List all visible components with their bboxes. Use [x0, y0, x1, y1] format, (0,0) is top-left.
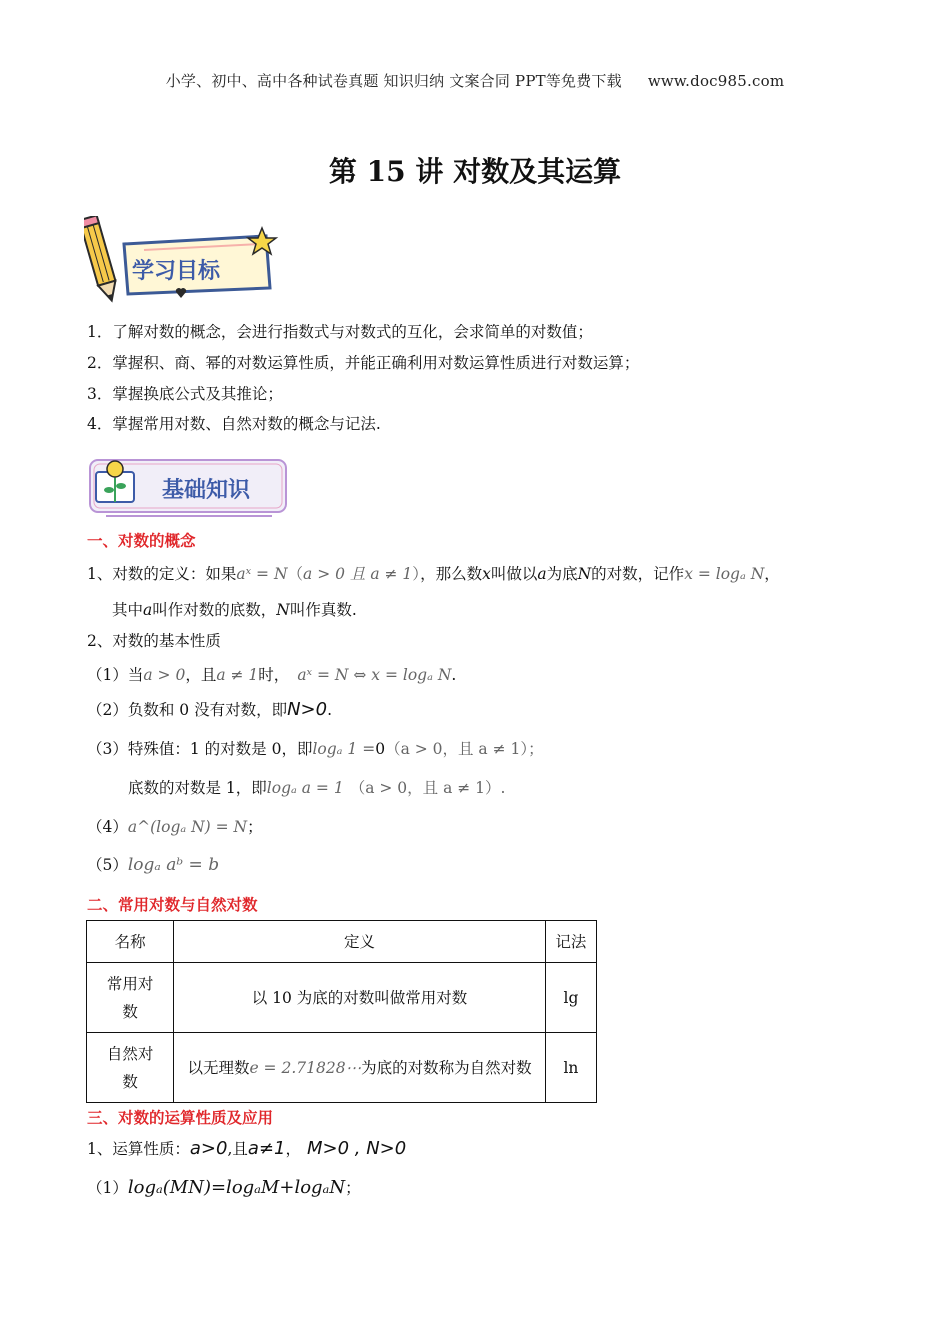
- ops-line: [87, 1137, 406, 1159]
- table-cell-def: 以 10 为底的对数叫做常用对数: [174, 963, 546, 1033]
- p3b-eq: logₐ a = 1: [266, 779, 344, 797]
- p4-eq: a^(logₐ N) = N: [127, 818, 248, 836]
- def-mid3: 为底: [546, 565, 578, 583]
- p3-val: 0: [375, 740, 386, 758]
- def-mid4: 的对数，记作: [591, 565, 685, 583]
- def2-a: a: [143, 601, 153, 619]
- goal-item: 2．掌握积、商、幂的对数运算性质，并能正确利用对数运算性质进行对数运算；: [87, 354, 640, 372]
- table-header: 定义: [174, 921, 546, 963]
- table-header: 名称: [87, 921, 174, 963]
- table-cell-name: [87, 963, 174, 1033]
- log-table: [86, 920, 597, 1103]
- r1-label: （1）: [87, 1179, 128, 1197]
- goal-item: 4．掌握常用对数、自然对数的概念与记法.: [87, 415, 381, 433]
- r1-eq: logₐ(MN)=logₐM+logₐN: [127, 1177, 346, 1198]
- p5-eq: logₐ aᵇ = b: [127, 855, 220, 875]
- def-mid2: 叫做以: [490, 565, 538, 583]
- ops-label: 1、运算性质：: [87, 1140, 190, 1158]
- ops-c3: M>0 , N>0: [306, 1138, 407, 1159]
- table-header-row: [87, 921, 597, 963]
- table-cell-note: ln: [545, 1033, 596, 1103]
- property-4: [87, 815, 263, 837]
- table-cell-def: [174, 1033, 546, 1103]
- ops-c2: a≠1: [247, 1138, 286, 1159]
- p1-end: .: [451, 666, 457, 684]
- property-1: [87, 663, 456, 685]
- def-N: N: [577, 565, 592, 583]
- badge-goals-label: 学习目标: [132, 259, 221, 284]
- p1-cond2: a ≠ 1: [216, 666, 259, 684]
- p4-end: ；: [247, 818, 263, 836]
- def-mid1: ，那么数: [420, 565, 483, 583]
- name-line: 数: [122, 1072, 138, 1091]
- r1-end: ；: [345, 1179, 361, 1197]
- p3b-cond: （a > 0，且 a ≠ 1）.: [349, 779, 506, 797]
- p5-label: （5）: [87, 856, 128, 874]
- header-site[interactable]: www.doc985.com: [647, 72, 785, 90]
- props-heading: 2、对数的基本性质: [87, 632, 221, 650]
- name-line: 数: [122, 1002, 138, 1021]
- goal-item: 1．了解对数的概念，会进行指数式与对数式的互化，会求简单的对数值；: [87, 323, 593, 341]
- p1-cond1: a > 0: [143, 666, 186, 684]
- property-2: [87, 698, 332, 720]
- p2-eq: N>0: [287, 699, 328, 720]
- table-row: [87, 963, 597, 1033]
- def-text: 为底的对数称为自然对数: [361, 1058, 532, 1077]
- table-row: [87, 1033, 597, 1103]
- header-text: 小学、初中、高中各种试卷真题 知识归纳 文案合同 PPT等免费下载: [165, 72, 622, 90]
- def-end: ，: [764, 565, 780, 583]
- p1-label: （1）当: [87, 666, 144, 684]
- page-title: 第 15 讲 对数及其运算: [328, 155, 622, 188]
- def-a: a: [537, 565, 547, 583]
- def-eq: aˣ = N: [236, 565, 288, 583]
- ops-mid: ,且: [227, 1140, 248, 1158]
- section-heading: 二、常用对数与自然对数: [87, 895, 258, 914]
- def2-mid: 叫作对数的底数，: [152, 601, 277, 619]
- p1-tail: 时，: [258, 666, 290, 684]
- p3b-label: 底数的对数是 1，即: [128, 779, 267, 797]
- def-log: x = logₐ N: [684, 565, 765, 583]
- table-cell-note: lg: [545, 963, 596, 1033]
- badge-learning-goals: [84, 216, 284, 306]
- section-heading: 三、对数的运算性质及应用: [87, 1108, 274, 1127]
- table-cell-name: [87, 1033, 174, 1103]
- def-prefix: 1、对数的定义：如果: [87, 565, 237, 583]
- p3-eq: logₐ 1 =: [312, 740, 376, 758]
- table-header: 记法: [545, 921, 596, 963]
- ops-sep: ，: [285, 1140, 301, 1158]
- name-line: 常用对: [106, 974, 154, 993]
- def-text: 以无理数: [187, 1058, 250, 1077]
- p3-label: （3）特殊值：1 的对数是 0，即: [87, 740, 313, 758]
- badge-basic-knowledge: [86, 456, 292, 520]
- name-line: 自然对: [106, 1044, 154, 1063]
- badge-basics-label: 基础知识: [162, 478, 251, 503]
- def2-end: 叫作真数.: [289, 601, 357, 619]
- p3-cond: （a > 0，且 a ≠ 1）；: [385, 740, 544, 758]
- def2-N: N: [276, 601, 290, 619]
- ops-c1: a>0: [189, 1138, 228, 1159]
- def-cond-open: （: [287, 565, 304, 583]
- rule-1: [87, 1176, 361, 1198]
- section-heading: 一、对数的概念: [87, 531, 196, 550]
- definition-line-2: [112, 598, 357, 620]
- p1-mid: ，且: [185, 666, 217, 684]
- def-cond: a > 0 且 a ≠ 1: [303, 565, 413, 583]
- def2-prefix: 其中: [112, 601, 144, 619]
- p2-text: （2）负数和 0 没有对数，即: [87, 701, 288, 719]
- page-header: [0, 70, 950, 91]
- definition-line: [87, 562, 780, 584]
- def-cond-close: ）: [412, 565, 421, 583]
- goal-item: 3．掌握换底公式及其推论；: [87, 385, 283, 403]
- property-3b: [128, 776, 505, 798]
- def-e-value: e = 2.71828⋯: [249, 1058, 362, 1077]
- p1-eq: aˣ = N ⇔ x = logₐ N: [297, 666, 452, 684]
- property-3: [87, 737, 544, 759]
- property-5: [87, 853, 219, 875]
- p4-label: （4）: [87, 818, 128, 836]
- p2-end: .: [327, 701, 333, 719]
- def-x: x: [482, 565, 491, 583]
